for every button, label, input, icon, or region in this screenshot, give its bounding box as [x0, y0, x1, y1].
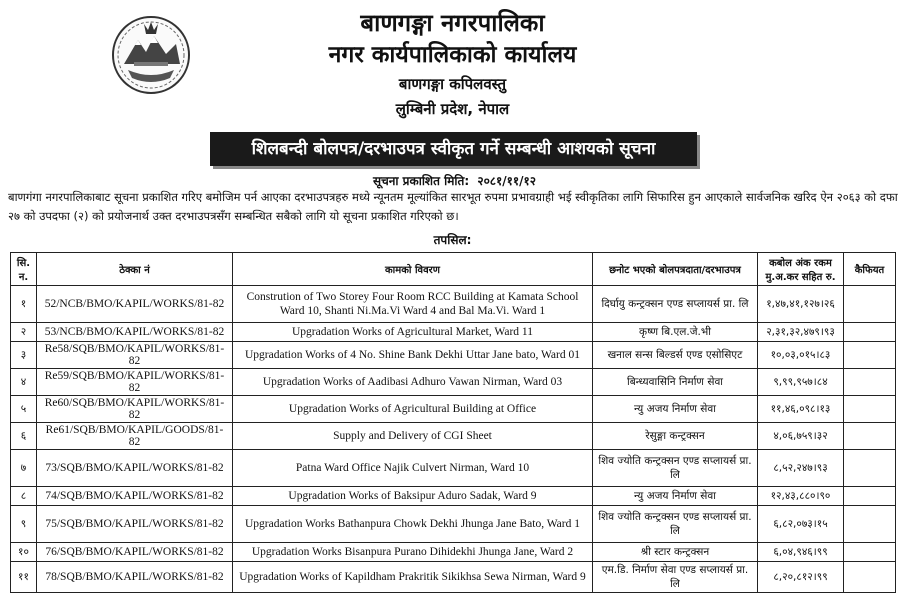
row-sn: ९: [11, 506, 37, 543]
office-name: नगर कार्यपालिकाको कार्यालय: [328, 42, 577, 68]
row-remarks: [844, 423, 896, 450]
row-work-description: Supply and Delivery of CGI Sheet: [233, 423, 593, 450]
row-bid-amount: २,३१,३२,४७९।९३: [758, 323, 844, 342]
row-remarks: [844, 543, 896, 562]
row-work-description: Upgradation Works of Kapildham Prakritik Sikikhsa Sewa Nirman, Ward 9: [233, 562, 593, 593]
row-selected-bidder: रेसुङ्गा कन्ट्रक्सन: [593, 423, 758, 450]
publish-date-line: [0, 172, 905, 189]
row-remarks: [844, 450, 896, 487]
table-row: [11, 487, 896, 506]
header-bid-amount: कबोल अंक रकम मु.अ.कर सहित रु.: [758, 253, 844, 286]
row-selected-bidder: न्यु अजय निर्माण सेवा: [593, 487, 758, 506]
row-bid-amount: ४,०६,७५९।३२: [758, 423, 844, 450]
row-contract-no: Re58/SQB/BMO/KAPIL/WORKS/81-82: [37, 342, 233, 369]
row-work-description: Upgradation Works of Aadibasi Adhuro Vawan Nirman, Ward 03: [233, 369, 593, 396]
row-remarks: [844, 506, 896, 543]
table-row: [11, 423, 896, 450]
row-contract-no: 75/SQB/BMO/KAPIL/WORKS/81-82: [37, 506, 233, 543]
row-selected-bidder: दिर्घायु कन्ट्रक्सन एण्ड सप्लायर्स प्रा. लि: [593, 286, 758, 323]
row-work-description: Upgradation Works of Baksipur Aduro Sadak, Ward 9: [233, 487, 593, 506]
row-work-description: Upgradation Works of Agricultural Market, Ward 11: [233, 323, 593, 342]
row-bid-amount: ९,९९,९५७।८४: [758, 369, 844, 396]
province-name: लुम्बिनी प्रदेश, नेपाल: [395, 100, 510, 118]
row-selected-bidder: शिव ज्योति कन्ट्रक्सन एण्ड सप्लायर्स प्रा. लि: [593, 506, 758, 543]
row-selected-bidder: एम.डि. निर्माण सेवा एण्ड सप्लायर्स प्रा. लि: [593, 562, 758, 593]
table-row: [11, 342, 896, 369]
row-remarks: [844, 487, 896, 506]
row-selected-bidder: शिव ज्योति कन्ट्रक्सन एण्ड सप्लायर्स प्रा. लि: [593, 450, 758, 487]
header-contract-no: ठेक्का नं: [37, 253, 233, 286]
row-bid-amount: ६,८२,०७३।१५: [758, 506, 844, 543]
row-sn: २: [11, 323, 37, 342]
row-work-description: Patna Ward Office Najik Culvert Nirman, Ward 10: [233, 450, 593, 487]
row-bid-amount: १०,०३,०१५।८३: [758, 342, 844, 369]
table-row: [11, 450, 896, 487]
municipality-name: बाणगङ्गा नगरपालिका: [360, 9, 545, 37]
table-row: [11, 369, 896, 396]
row-contract-no: 76/SQB/BMO/KAPIL/WORKS/81-82: [37, 543, 233, 562]
header-work-description: कामको विवरण: [233, 253, 593, 286]
publish-date-value: २०८१/११/१२: [477, 174, 537, 188]
office-location: बाणगङ्गा कपिलवस्तु: [398, 75, 507, 93]
row-selected-bidder: बिन्ध्यवासिनि निर्माण सेवा: [593, 369, 758, 396]
header-selected-bidder: छनोट भएको बोलपत्रदाता/दरभाउपत्र: [593, 253, 758, 286]
row-contract-no: 52/NCB/BMO/KAPIL/WORKS/81-82: [37, 286, 233, 323]
publish-date-label: सूचना प्रकाशित मिति:: [372, 174, 470, 188]
row-contract-no: Re60/SQB/BMO/KAPIL/WORKS/81-82: [37, 396, 233, 423]
row-sn: ८: [11, 487, 37, 506]
row-sn: १: [11, 286, 37, 323]
awarded-contracts-table: [10, 252, 896, 593]
row-sn: ३: [11, 342, 37, 369]
row-contract-no: Re61/SQB/BMO/KAPIL/GOODS/81-82: [37, 423, 233, 450]
row-selected-bidder: न्यु अजय निर्माण सेवा: [593, 396, 758, 423]
row-remarks: [844, 286, 896, 323]
row-bid-amount: १२,४३,८८०।९०: [758, 487, 844, 506]
row-remarks: [844, 396, 896, 423]
notice-title-banner: शिलबन्दी बोलपत्र/दरभाउपत्र स्वीकृत गर्ने सम्बन्धी आशयको सूचना: [210, 132, 697, 166]
row-work-description: Upgradation Works Bisanpura Purano Dihidekhi Jhunga Jane, Ward 2: [233, 543, 593, 562]
row-bid-amount: ८,५२,२४७।९३: [758, 450, 844, 487]
row-bid-amount: ११,४६,०९८।१३: [758, 396, 844, 423]
row-work-description: Upgradation Works of 4 No. Shine Bank Dekhi Uttar Jane bato, Ward 01: [233, 342, 593, 369]
table-row: [11, 506, 896, 543]
header-remarks: कैफियत: [844, 253, 896, 286]
row-contract-no: 74/SQB/BMO/KAPIL/WORKS/81-82: [37, 487, 233, 506]
row-contract-no: 73/SQB/BMO/KAPIL/WORKS/81-82: [37, 450, 233, 487]
table-row: [11, 543, 896, 562]
table-row: [11, 396, 896, 423]
row-remarks: [844, 342, 896, 369]
row-remarks: [844, 323, 896, 342]
row-selected-bidder: खनाल सन्स बिल्डर्स एण्ड एसोसिएट: [593, 342, 758, 369]
row-sn: ४: [11, 369, 37, 396]
row-bid-amount: ८,२०,८१२।९९: [758, 562, 844, 593]
notice-body-paragraph: बाणगंगा नगरपालिकाबाट सूचना प्रकाशित गरिए बमोजिम पर्न आएका दरभाउपत्रहरु मध्ये न्यूनतम मूल्यांकित सारभूत रुपमा प्रभावग्राही भई स्वीकृतिका लागि सिफारिस हुन आएकाले सार्वजनिक खरिद ऐन २०६३ को दफा २७ को उपदफा (२) को प्रयोजनार्थ उक्त दरभाउपत्रसँग सम्बन्धित सबैको लागि यो सूचना प्रकाशित गरिएको छ।: [8, 190, 898, 223]
row-selected-bidder: कृष्ण बि.एल.जे.भी: [593, 323, 758, 342]
row-sn: ७: [11, 450, 37, 487]
table-row: [11, 323, 896, 342]
row-remarks: [844, 562, 896, 593]
row-sn: ६: [11, 423, 37, 450]
row-sn: ५: [11, 396, 37, 423]
table-row: [11, 286, 896, 323]
header-sn: सि. न.: [11, 253, 37, 286]
row-contract-no: Re59/SQB/BMO/KAPIL/WORKS/81-82: [37, 369, 233, 396]
details-heading: तपसिल:: [433, 233, 472, 247]
row-sn: ११: [11, 562, 37, 593]
row-contract-no: 53/NCB/BMO/KAPIL/WORKS/81-82: [37, 323, 233, 342]
row-selected-bidder: श्री स्टार कन्ट्रक्सन: [593, 543, 758, 562]
table-row: [11, 562, 896, 593]
row-work-description: Constrution of Two Storey Four Room RCC Building at Kamata School Ward 10, Shanti Ni.Ma.Vi Ward 4 and Bal Ma.Vi. Ward 1: [233, 286, 593, 323]
table-header-row: [11, 253, 896, 286]
row-contract-no: 78/SQB/BMO/KAPIL/WORKS/81-82: [37, 562, 233, 593]
row-bid-amount: ६,०४,९४६।९९: [758, 543, 844, 562]
row-remarks: [844, 369, 896, 396]
row-work-description: Upgradation Works of Agricultural Building at Office: [233, 396, 593, 423]
row-work-description: Upgradation Works Bathanpura Chowk Dekhi Jhunga Jane Bato, Ward 1: [233, 506, 593, 543]
row-sn: १०: [11, 543, 37, 562]
row-bid-amount: १,४७,४१,१२७।२६: [758, 286, 844, 323]
